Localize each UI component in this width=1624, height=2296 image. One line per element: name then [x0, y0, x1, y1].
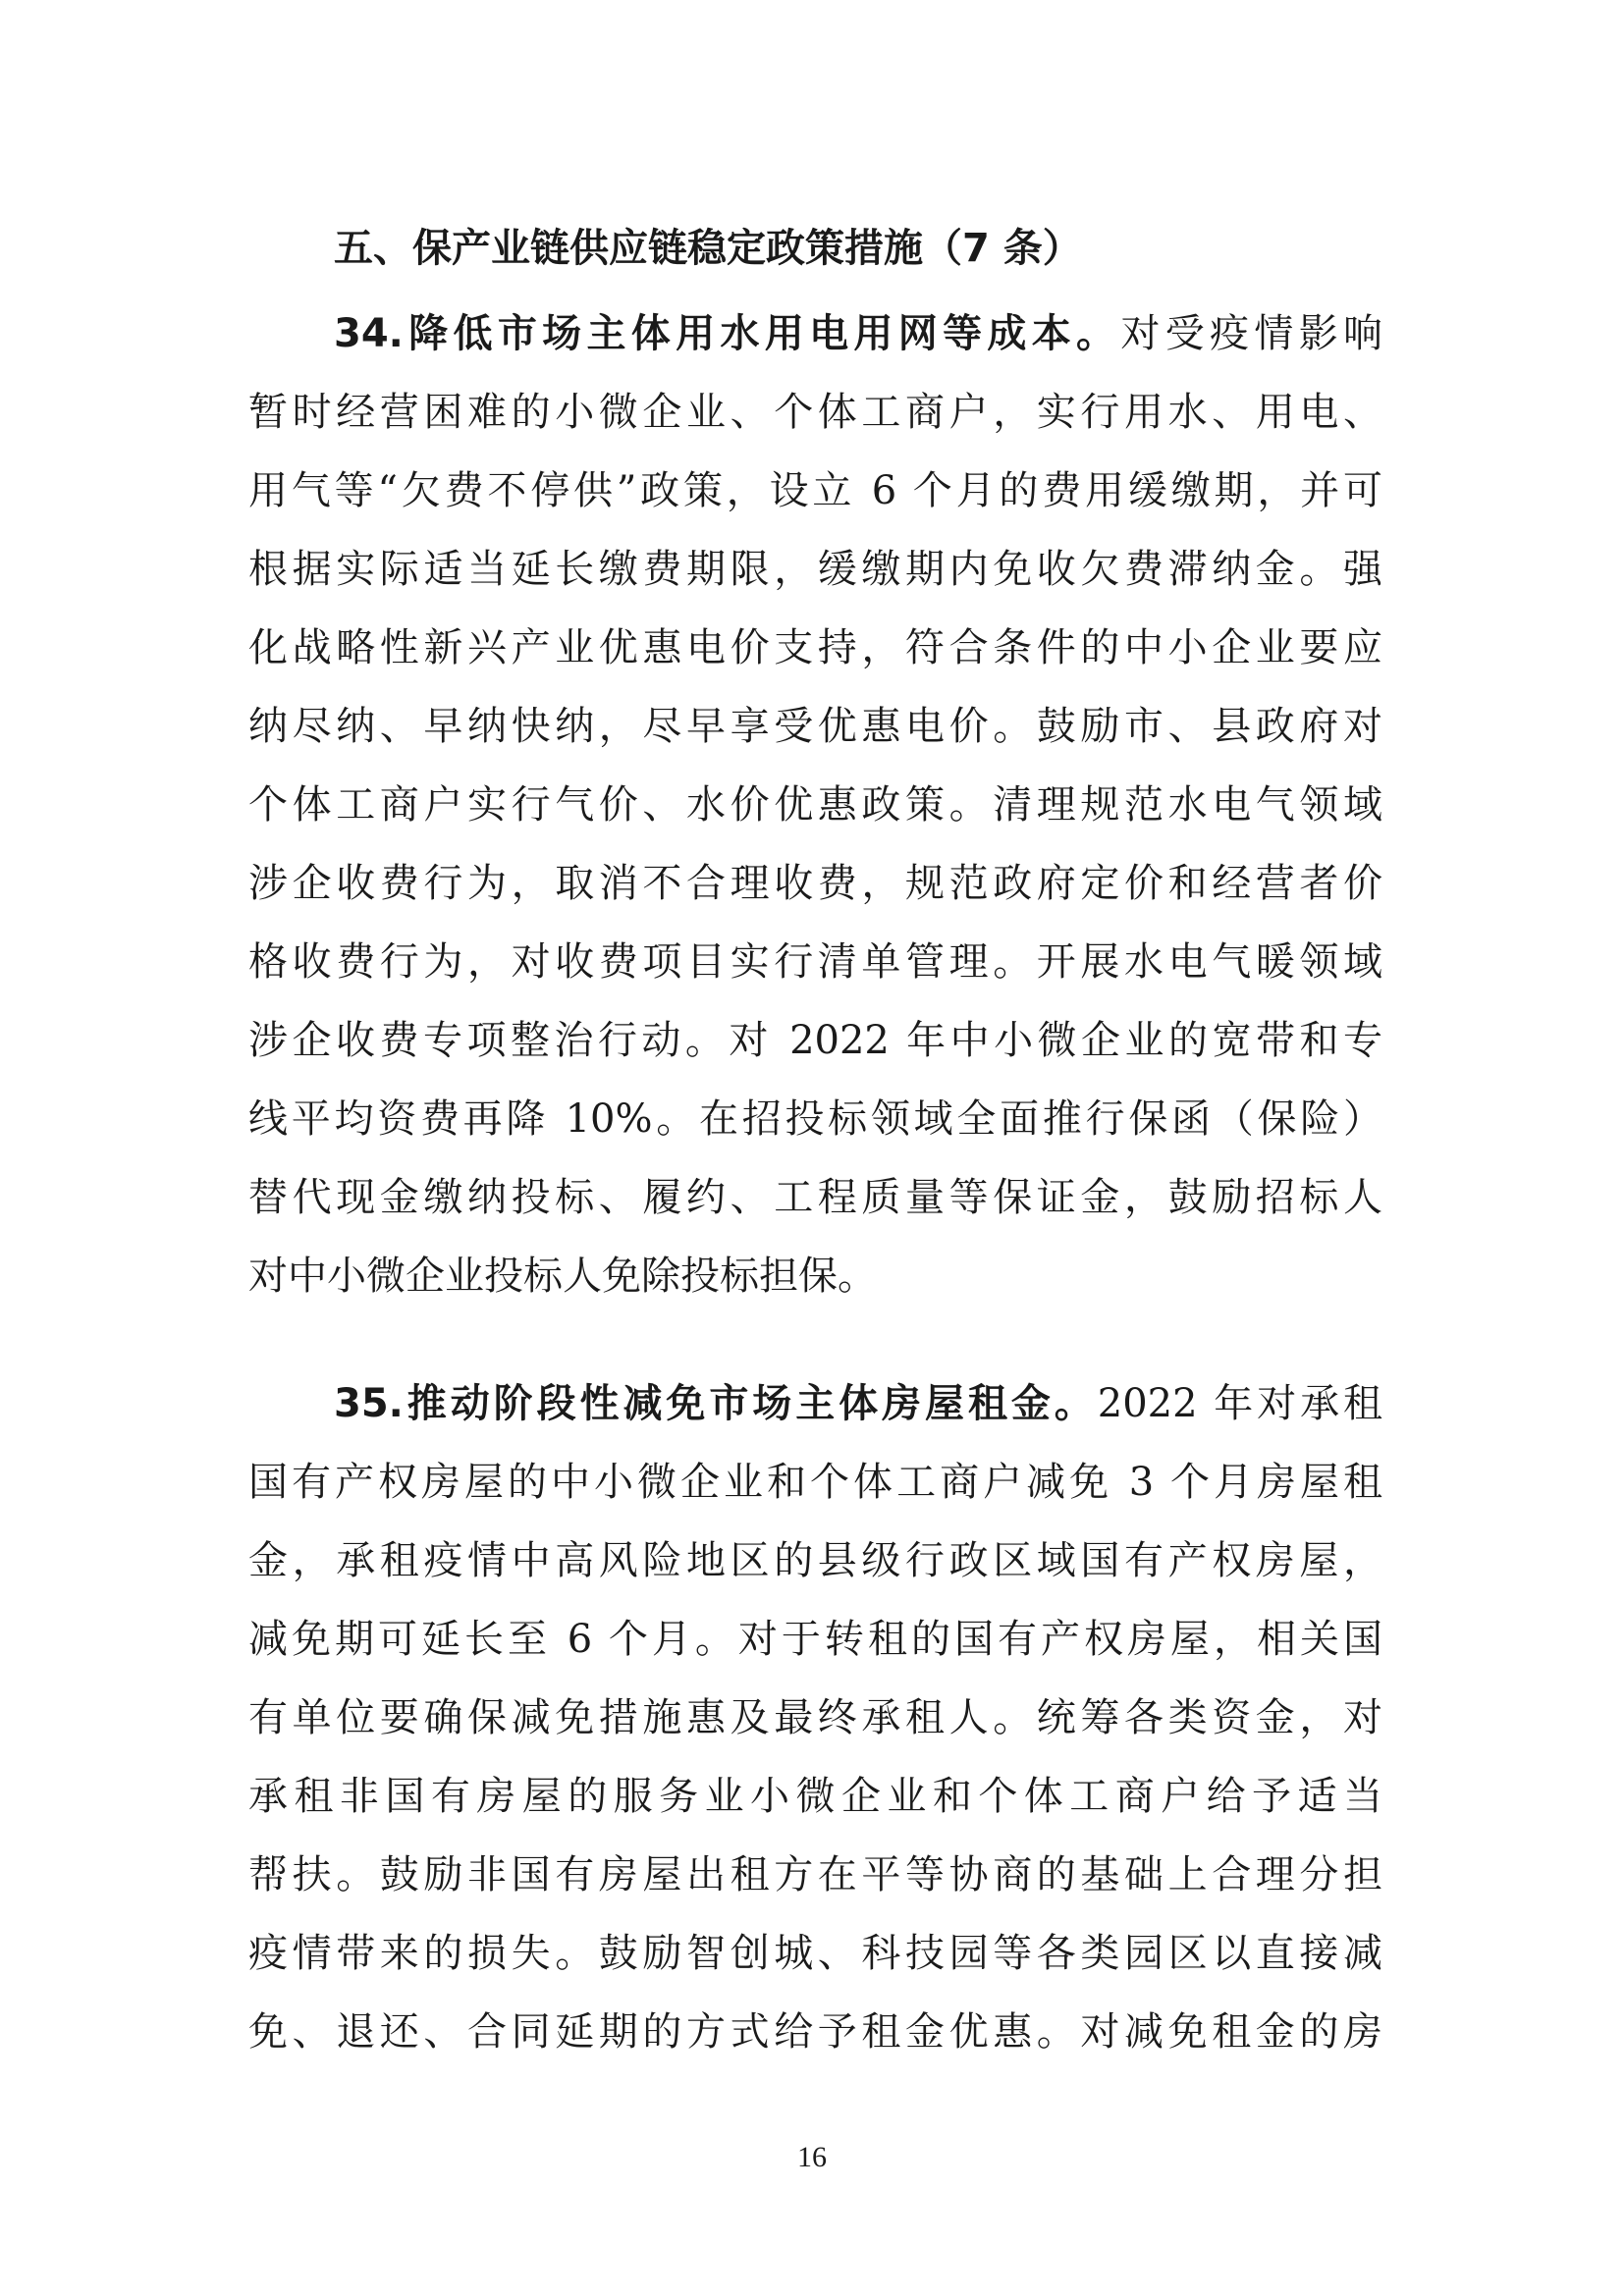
item-35-line-9: 免、退还、合同延期的方式给予租金优惠。对减免租金的房	[248, 2009, 1382, 2055]
item-34-text: 对受疫情影响	[1120, 311, 1383, 356]
item-35-line-1	[334, 1364, 1382, 1443]
item-34-line-7: 个体工商户实行气价、水价优惠政策。清理规范水电气领域	[248, 782, 1382, 828]
item-35-line-4: 减免期可延长至 6 个月。对于转租的国有产权房屋，相关国	[248, 1617, 1382, 1662]
item-34-line-13: 对中小微企业投标人免除投标担保。	[248, 1254, 877, 1299]
item-35-line-5: 有单位要确保减免措施惠及最终承租人。统筹各类资金，对	[248, 1695, 1382, 1740]
item-35-text: 2022 年对承租	[1097, 1381, 1382, 1426]
section-heading: 五、保产业链供应链稳定政策措施（7 条）	[334, 226, 1082, 271]
item-34-line-4: 根据实际适当延长缴费期限，缓缴期内免收欠费滞纳金。强	[248, 547, 1382, 592]
item-34-line-9: 格收费行为，对收费项目实行清单管理。开展水电气暖领域	[248, 939, 1382, 985]
item-35-line-6: 承租非国有房屋的服务业小微企业和个体工商户给予适当	[248, 1774, 1382, 1819]
item-34-line-3: 用气等“欠费不停供”政策，设立 6 个月的费用缓缴期，并可	[248, 468, 1382, 513]
item-35-title: 35.推动阶段性减免市场主体房屋租金。	[334, 1381, 1098, 1426]
item-34-line-11: 线平均资费再降 10%。在招投标领域全面推行保函（保险）	[248, 1096, 1382, 1142]
item-34-title: 34.降低市场主体用水用电用网等成本。	[334, 311, 1121, 356]
item-35-line-3: 金，承租疫情中高风险地区的县级行政区域国有产权房屋，	[248, 1538, 1382, 1583]
item-34-line-2: 暂时经营困难的小微企业、个体工商户，实行用水、用电、	[248, 390, 1382, 435]
item-35-line-8: 疫情带来的损失。鼓励智创城、科技园等各类园区以直接减	[248, 1931, 1382, 1976]
item-34-line-8: 涉企收费行为，取消不合理收费，规范政府定价和经营者价	[248, 861, 1382, 906]
item-35-line-2: 国有产权房屋的中小微企业和个体工商户减免 3 个月房屋租	[248, 1460, 1382, 1505]
item-34-line-1	[334, 294, 1382, 373]
item-34-line-10: 涉企收费专项整治行动。对 2022 年中小微企业的宽带和专	[248, 1018, 1382, 1063]
item-35-line-7: 帮扶。鼓励非国有房屋出租方在平等协商的基础上合理分担	[248, 1852, 1382, 1897]
item-34-line-6: 纳尽纳、早纳快纳，尽早享受优惠电价。鼓励市、县政府对	[248, 704, 1382, 749]
page-number: 16	[797, 2141, 827, 2173]
item-34-line-5: 化战略性新兴产业优惠电价支持，符合条件的中小企业要应	[248, 625, 1382, 670]
item-34-line-12: 替代现金缴纳投标、履约、工程质量等保证金，鼓励招标人	[248, 1175, 1382, 1220]
